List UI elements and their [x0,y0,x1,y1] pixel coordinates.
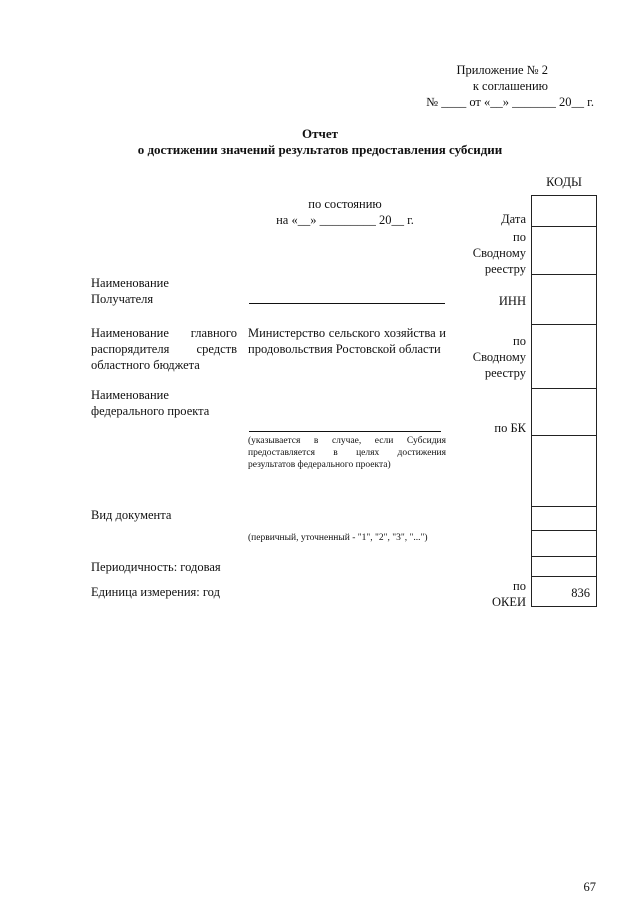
federal-project-blank-line [249,430,441,432]
codes-divider [532,324,596,325]
codes-table [531,195,597,607]
codes-divider [532,388,596,389]
summary-registry-label-1: по Сводному реестру [472,230,526,276]
codes-divider [532,530,596,531]
codes-divider [532,274,596,275]
summary-registry-label-2: по Сводному реестру [472,334,526,380]
date-label: Дата [501,212,526,226]
appendix-line-1: Приложение № 2 [456,63,548,77]
doc-type-label: Вид документа [91,508,172,522]
manager-label: Наименование главного распорядителя средств областного бюджета [91,326,237,372]
page-number: 67 [583,880,596,894]
codes-divider [532,576,596,577]
unit-text: Единица измерения: год [91,585,220,599]
codes-header: КОДЫ [546,175,582,189]
inn-label: ИНН [498,294,526,308]
codes-divider [532,226,596,227]
as-of-line-1: по состоянию [308,197,382,211]
federal-project-label: Наименование федерального проекта [91,388,210,418]
report-title-line-2: о достижении значений результатов предоставления субсидии [137,142,503,157]
okei-label: по ОКЕИ [491,579,526,609]
agreement-number-line: № ____ от «__» _______ 20__ г. [426,95,594,109]
appendix-line-2: к соглашению [472,79,548,93]
manager-value: Министерство сельского хозяйства и продовольствия Ростовской области [248,326,446,356]
appendix-block [248,62,548,94]
codes-divider [532,435,596,436]
report-title-line-1: Отчет [302,126,338,141]
codes-divider [532,556,596,557]
codes-divider [532,506,596,507]
as-of-block [250,196,440,228]
bk-label: по БК [494,421,526,435]
doc-type-note: (первичный, уточненный - "1", "2", "3", "...") [248,533,428,543]
as-of-line-2: на «__» _________ 20__ г. [276,213,414,227]
report-title [60,126,580,158]
okei-code-value: 836 [571,586,590,600]
recipient-blank-line [249,302,445,304]
federal-project-note: (указывается в случае, если Субсидия предоставляется в целях достижения результатов федерального проекта) [248,436,446,470]
recipient-label: Наименование Получателя [91,276,169,306]
periodicity-text: Периодичность: годовая [91,560,221,574]
